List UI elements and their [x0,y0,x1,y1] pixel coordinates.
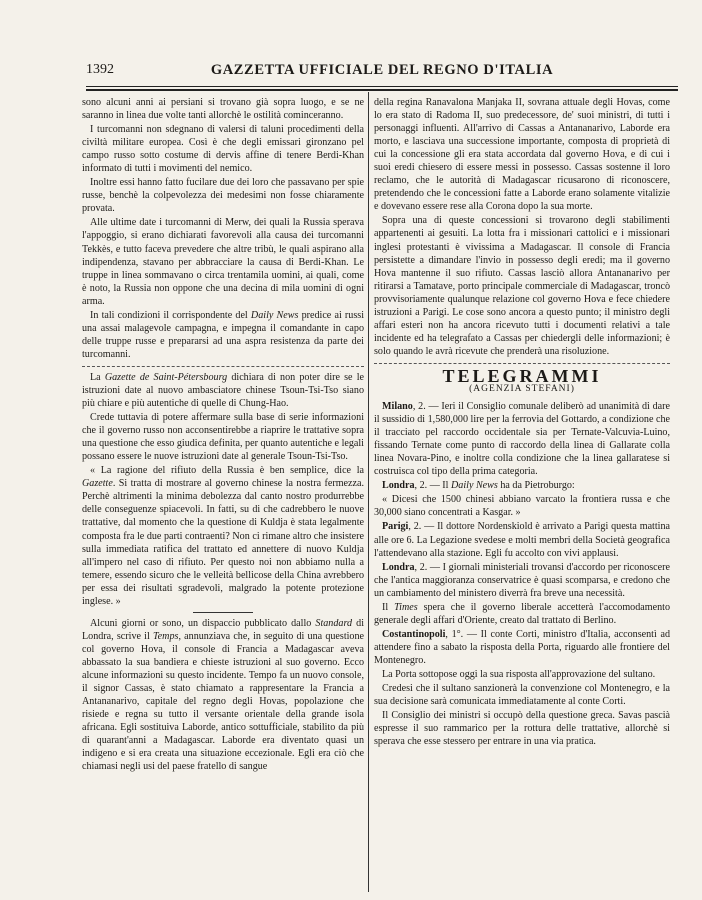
left-column [82,96,364,774]
text-run: dichiara di non poter dire se le istruzioni date al nuovo ambasciatore chinese Tsoun-Tsi-Tso siano più chiare e più autentiche di quelle di Chung-Hao. [82,371,364,410]
text-run: , 2. — I giornali ministeriali trovansi d'accordo per riconoscere che l'antica maggioranza conservatrice è quasi scomparsa, e credono che un cambiamento del ministero diverrà fra breve una necessità. [374,561,670,599]
text-run: , 2. — Il [414,480,451,492]
text-run: di Londra, scrive il [82,617,364,642]
dateline-place: Parigi [382,521,409,533]
text-run: Alcuni giorni or sono, un dispaccio pubblicato dallo [90,617,316,629]
telegrams-agency: (AGENZIA STEFANI) [469,383,575,394]
article-paragraph: Crede tuttavia di potere affermare sulla base di serie informazioni che il governo russo non acconsentirebbe a riaprire le trattative sopra una questione che esso giudica definita, per quanto autentiche e legali possano essere le nuove istruzioni date al generale Tsoun-Tsi-Tso. [82,412,364,463]
telegram-item [374,628,670,667]
article-paragraph [82,371,364,410]
dateline-place: Milano [382,401,413,413]
telegram-item [374,479,670,492]
section-separator [193,612,253,613]
telegram-item [374,400,670,478]
publication-name: Daily News [451,480,498,492]
page-header [86,60,678,84]
text-run: , annunziava che, in seguito di una questione col governo Hova, il console di Francia a Madagascar aveva abbassato la sua bandiera e chieste istruzioni al suo governo. Ecco alcune informazioni su questo incidente. Tempo fa un nuovo console, il signor Cassas, è stato chiamato a rappresentare la Francia a Antananarivo, capitale del regno degli Hovas, popolazione che risiede e regna su tutto il versante orientale della grande isola africana. Egli sostituiva Laborde, antico sottufficiale, stabilito da più di quarant'anni a Madagascar. Laborde era diventato quasi un indigeno e si era creata una situazione eccezionale. Egli era ciò che chiamasi negli usi del paese fratello di sangue [82,630,365,773]
right-column [374,96,670,749]
telegram-item [374,601,670,627]
text-run: ha da Pietroburgo: [497,480,575,492]
column-divider [368,92,369,892]
telegram-quote: « Dicesi che 1500 chinesi abbiano varcato la frontiera russa e che 30,000 siano concentrati a Kasgar. » [374,494,670,519]
text-run: predice ai russi una assai malagevole campagna, e impegna il comandante in capo delle truppe russe e prepararsi ad una aspra resistenza da parte dei turcomanni. [82,309,364,360]
publication-name: Temps [153,630,179,642]
telegram-item: Il Consiglio dei ministri si occupò della questione greca. Savas pascià espresse il suo rammarico per la rottura delle trattative, allorchè si sperava che esse stessero per entrare in una via pratica. [374,710,670,748]
publication-name: Daily News [250,309,299,321]
dateline-place: Londra [382,561,415,573]
article-paragraph: Sopra una di queste concessioni si trovarono degli stabilimenti appartenenti ai gesuiti. La lotta fra i missionari cattolici e i missionari inglesi protestanti è vivissima a Madagascar. Il console di Francia persistette a dimandare l'invio in possesso degli eredi; ma il governo Hova mantenne il suo rifiuto. Cassas lasciò allora Antananarivo per ritirarsi a Tamatave, porto principale commerciale di Madagascar, troncò provvisoriamente qualunque relazione col governo Hova e fece chiedere istruzioni a Parigi. Le cose sono ancora a questo punto; il ministro degli affari esteri non ha ancora ricevuto tutti i documenti relativi a tale incidente ed ha telegrafato a Cassas per chiedergli delle informazioni; è solo quando le avrà ricevute che prenderà una risoluzione. [374,215,670,357]
text-run: « La ragione del rifiuto della Russia è ben semplice, dice la [90,465,364,477]
article-paragraph: Alle ultime date i turcomanni di Merw, dei quali la Russia sperava l'appoggio, si erano dichiarati favorevoli alla causa dei turcomanni Tekkès, e tutto faceva prevedere che altre tribù, le quali aspirano alla indipendenza, stavano per abbracciare la causa di Berdi-Khan. Le truppe in linea sommavano o circa trentamila uomini, ai quali, come è noto, la Russia non oppone che una decina di mila uomini di ogni arma. [82,217,364,307]
article-paragraph [82,464,364,608]
article-paragraph: della regina Ranavalona Manjaka II, sovrana attuale degli Hovas, come lo era stato di Radoma II, suo predecessore, de' suoi ministri, di tutti i personaggi influenti. All'arrivo di Cassas a Antananarivo, Laborde era morto, e lasciava una successione importante, composta di proprietà di cui la concessione gli era stata accordata dal governo Hova, e di cui i suoi eredi chiesero di essere messi in possesso. Cassas sostenne il loro reclamo, che le autorità di Madagascar ricusarono di riconoscere, pretendendo che le concessioni fatte a Laborde erano solamente vitalizie e dovevano essere rese alla Corona dopo la sua morte. [374,97,670,213]
article-paragraph: sono alcuni anni ai persiani si trovano già sopra luogo, e se ne saranno in linea due volte tanti allorchè le ostilità cominceranno. [82,97,364,122]
telegram-item: La Porta sottopose oggi la sua risposta all'approvazione del sultano. [382,668,656,680]
telegram-item [374,520,670,559]
article-paragraph [82,617,364,774]
header-rule-thin [86,86,678,87]
publication-name: Standard [315,617,353,629]
text-run: . Si tratta di mostrare al governo chinese la nostra fermezza. Perchè altrimenti la minima debolezza dal canto nostro produrrebbe delle conseguenze spiacevoli. In fatti, su di che cadrebbero le nuove trattative, dal momento che la questione di Kuldja è stata legalmente composta fra le due parti contraenti? Non ci rimane altro che insistere sulla immediata ratifica del trattato ed annettere di nuovo Kuldja all'impero nel caso di rifiuto. Per questo noi non abbiamo nulla a temere, essendo sicuro che le velleità bellicose della China avrebbero per essa dei risultati sgradevoli, malgrado la potente protezione inglese. » [82,478,364,607]
header-rule-thick [86,89,678,91]
newspaper-title: GAZZETTA UFFICIALE DEL REGNO D'ITALIA [210,62,554,78]
telegram-item [374,561,670,600]
text-run: spera che il governo liberale accetterà l'accomodamento generale degli affari d'Oriente, creato dal trattato di Berlino. [374,601,670,626]
article-paragraph: Inoltre essi hanno fatto fucilare due dei loro che passavano per spie russe, benchè la colpevolezza dei medesimi non fosse chiaramente provata. [82,177,364,215]
article-paragraph [82,309,364,361]
article-paragraph: I turcomanni non sdegnano di valersi di taluni procedimenti della civiltà militare europea. Così è che degli emissari gironzano pel campo russo sotto costume di dervis affine di tenere Berdi-Khan informato di tutti i movimenti del nemico. [82,124,364,175]
telegram-item: Credesi che il sultano sanzionerà la convenzione col Montenegro, e la sua decisione sarà comunicata immediatamente al conte Corti. [374,683,670,708]
dateline-place: Costantinopoli [382,628,446,640]
text-run: , 2. — Ieri il Consiglio comunale deliberò ad unanimità di dare il sussidio di 1,580,000 lire per la ferrovia del Gottardo, a condizione che il tracciato pel raccordo occidentale sia per Ternate-Valcuvia-Luino, fissando Ternate come punto di raccordo della linea di Gallarate colla linea Novara-Pino, e inoltre colla condizione che la linea gallaratese si costruisca col tipo della prima categoria. [374,401,670,478]
text-run: , 2. — Il dottore Nordenskiold è arrivato a Parigi questa mattina alle ore 6. La Legazione svedese e molti membri della Società geografica l'attendevano alla stazione. Egli fu accolto con vivi applausi. [374,521,670,559]
publication-name: Gazette de Saint-Pétersbourg [104,371,228,383]
text-run: Il [382,601,395,613]
page-number: 1392 [86,62,114,77]
text-run: In tali condizioni il corrispondente del [90,309,251,321]
publication-name: Times [394,601,418,613]
text-run: , 1°. — Il conte Corti, ministro d'Italia, acconsentì ad attendere fino a sabato la risposta della Porta, riguardo alle frontiere del Montenegro. [374,628,670,666]
publication-name: Gazette [82,478,113,490]
section-separator [82,366,364,367]
dateline-place: Londra [382,480,415,492]
section-separator [374,363,670,364]
telegrams-heading: TELEGRAMMI [442,365,602,386]
text-run: La [90,371,105,383]
